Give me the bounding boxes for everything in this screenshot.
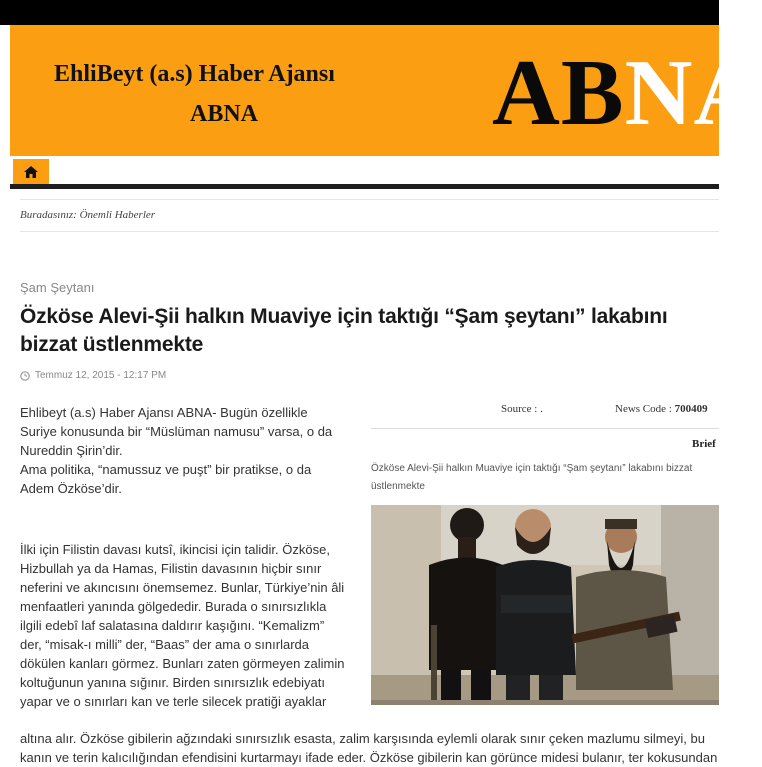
paragraph-line: altına alır. Özköse gibilerin ağzındaki sınırsızlık esasta, zalim karşısında eylemli olarak sınır çeken mazlumu silmeyi, bu (20, 731, 705, 746)
paragraph-line: İlki için Filistin davası kutsî, ikincisi için talidir. Özköse, (20, 542, 330, 557)
paragraph-line: Ama politika, “namussuz ve puşt” bir pratikse, o da (20, 462, 312, 477)
image-caption: Özköse Alevi-Şii halkın Muaviye için taktığı “Şam şeytanı” lakabını bizzat üstlenmekte (371, 463, 693, 492)
article-paragraph-1 (20, 403, 345, 498)
clock-icon (20, 371, 30, 381)
divider (20, 199, 719, 200)
agency-abbreviation: ABNA (190, 101, 259, 127)
home-button[interactable] (13, 159, 49, 184)
article-paragraph-2 (20, 540, 345, 711)
article-category[interactable]: Şam Şeytanı (20, 280, 95, 295)
logo-dark-letters: AB (492, 41, 625, 145)
nav-bar-underline (10, 184, 719, 189)
paragraph-line: ilgili edebî laf salatasına daldırır kaşığını. “Kemalizm” (20, 618, 325, 633)
news-code-label: News Code : (615, 403, 672, 415)
divider (371, 428, 719, 429)
article-photo (371, 505, 719, 705)
breadcrumb: Buradasınız: Önemli Haberler (20, 209, 156, 221)
abna-logo[interactable] (492, 43, 762, 143)
article-title: Özköse Alevi-Şii halkın Muaviye için taktığı “Şam şeytanı” lakabını bizzat üstlenmekte (20, 305, 668, 356)
news-code-value: 700409 (674, 403, 708, 415)
home-icon (24, 166, 38, 178)
paragraph-line: koltuğunun yanına sığınır. Birden sınırsızlık edebiyatı (20, 675, 325, 690)
source-label: Source : . (501, 403, 543, 415)
date-text: Temmuz 12, 2015 - 12:17 PM (35, 370, 167, 381)
paragraph-line: Hizbullah ya da Hamas, Filistin davasının hiçbir sınır (20, 561, 322, 576)
site-banner[interactable] (10, 25, 762, 156)
brief-label: Brief (692, 438, 716, 450)
paragraph-line: menfaatleri yanında gölgededir. Burada o sınırsızlıkla (20, 599, 327, 614)
paragraph-line: neferini ve akıncısını önemsemez. Bunlar, Türkiye’nin âli (20, 580, 345, 595)
news-code (615, 403, 708, 415)
paragraph-line: Ehlibeyt (a.s) Haber Ajansı ABNA- Bugün özellikle (20, 405, 308, 420)
paragraph-line: Adem Özköse’dir. (20, 481, 122, 496)
paragraph-line: der, “misak-ı milli” der, “Baas” der ama o sınırlarda (20, 637, 309, 652)
paragraph-line: Nureddin Şirin’dir. (20, 443, 123, 458)
top-black-bar (0, 0, 719, 25)
paragraph-line: Suriye konusunda bir “Müslüman namusu” varsa, o da (20, 424, 333, 439)
paragraph-line: yapar ve o sınırları kan ve terle silecek pratiği ayaklar (20, 694, 327, 709)
article-date (20, 370, 166, 381)
logo-light-letters: NA (624, 41, 762, 145)
paragraph-line: dökülen kanları görmez. Bunları zaten görmeyen zalimin (20, 656, 345, 671)
agency-name: EhliBeyt (a.s) Haber Ajansı (54, 61, 335, 87)
article-paragraph-2-continued (20, 729, 740, 767)
divider (20, 231, 719, 232)
paragraph-line: kanın ve terin kalıcılığından efendisini kurtarmayı ifade eder. Özköse gibilerin kan görünce midesi bulanır, ter kokusundan (20, 750, 718, 765)
